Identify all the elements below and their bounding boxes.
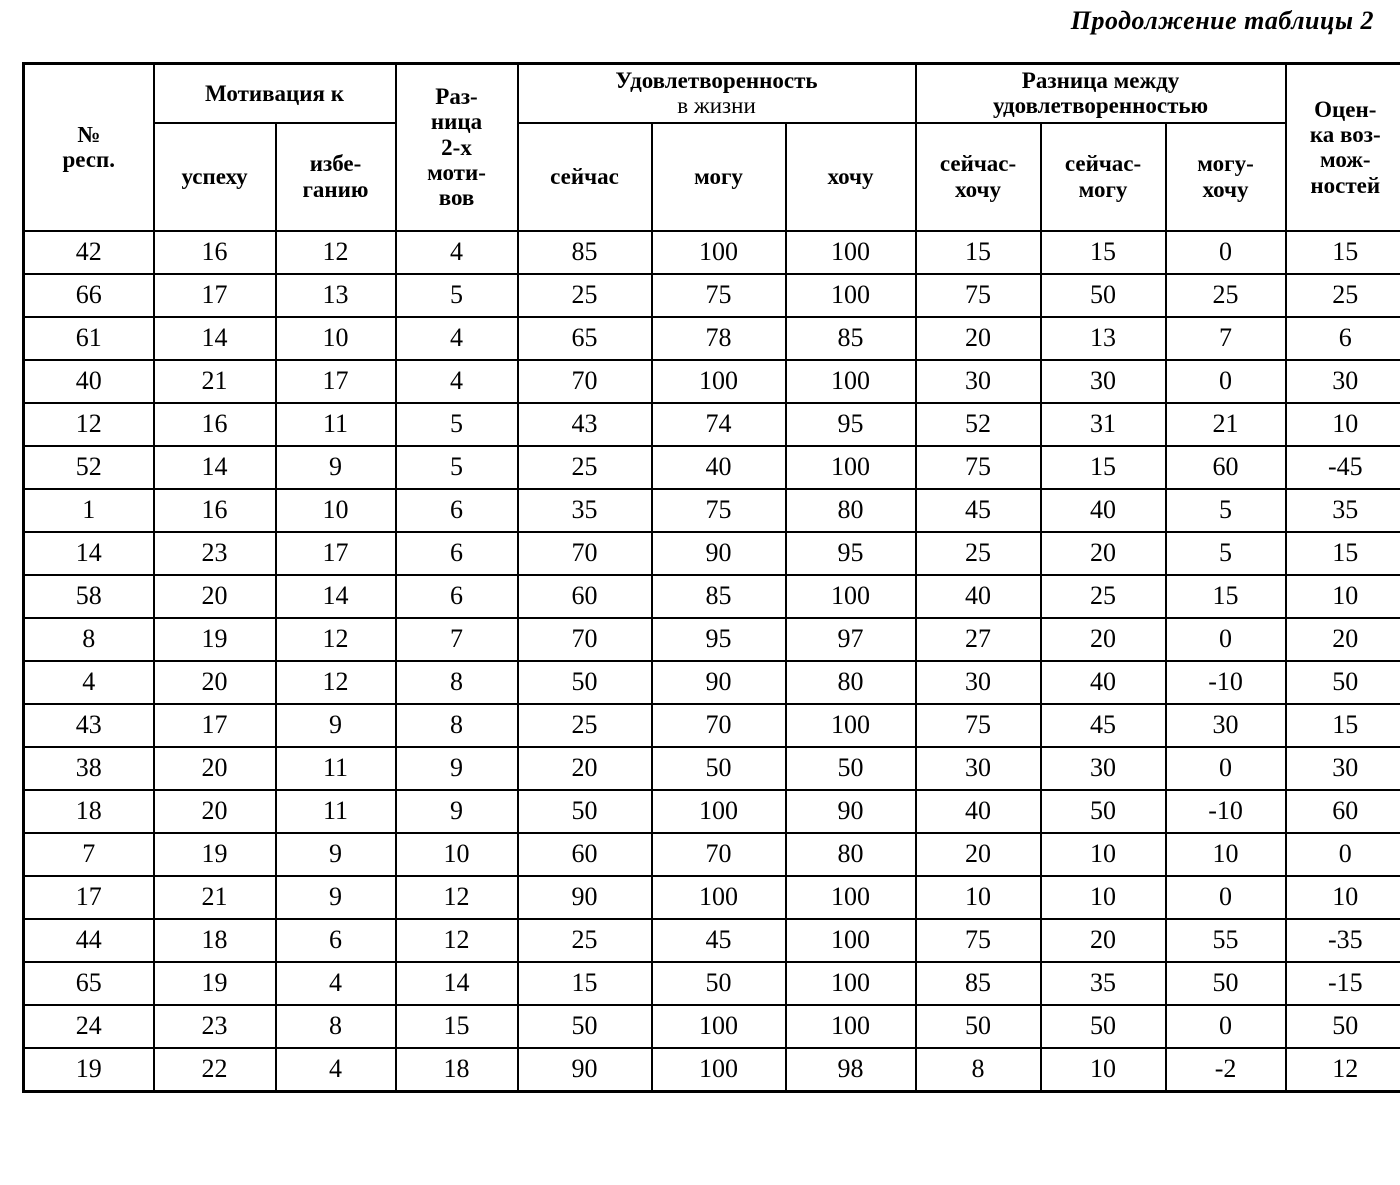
header-avoidance-line2: ганию bbox=[302, 176, 369, 202]
table-cell: 19 bbox=[154, 833, 276, 876]
table-cell: 14 bbox=[396, 962, 518, 1005]
table-cell: -10 bbox=[1166, 661, 1286, 704]
table-cell: 25 bbox=[1286, 274, 1400, 317]
table-cell: 6 bbox=[396, 575, 518, 618]
table-cell: 4 bbox=[276, 1048, 396, 1092]
header-resp-no bbox=[24, 64, 154, 231]
table-cell: 74 bbox=[652, 403, 786, 446]
table-cell: 10 bbox=[1286, 403, 1400, 446]
header-opportunities-line3: мож- bbox=[1319, 147, 1371, 173]
table-cell: 10 bbox=[1041, 833, 1166, 876]
table-cell: -35 bbox=[1286, 919, 1400, 962]
table-cell: 0 bbox=[1166, 747, 1286, 790]
table-cell: 35 bbox=[1041, 962, 1166, 1005]
table-cell: 44 bbox=[24, 919, 154, 962]
table-cell: 45 bbox=[652, 919, 786, 962]
table-row bbox=[24, 274, 1400, 317]
header-motivation: Мотивация к bbox=[154, 64, 396, 123]
header-opportunities-line1: Оцен- bbox=[1314, 96, 1377, 122]
table-cell: 85 bbox=[916, 962, 1041, 1005]
table-cell: 25 bbox=[518, 704, 652, 747]
header-diff2-line4: моти- bbox=[427, 159, 486, 185]
table-cell: 45 bbox=[1041, 704, 1166, 747]
table-row bbox=[24, 747, 1400, 790]
table-cell: 20 bbox=[1041, 532, 1166, 575]
table-cell: 18 bbox=[24, 790, 154, 833]
table-cell: 80 bbox=[786, 489, 916, 532]
table-cell: 75 bbox=[916, 919, 1041, 962]
table-cell: 43 bbox=[518, 403, 652, 446]
table-cell: 12 bbox=[1286, 1048, 1400, 1092]
table-cell: 15 bbox=[1166, 575, 1286, 618]
table-cell: 9 bbox=[276, 446, 396, 489]
table-cell: 100 bbox=[652, 360, 786, 403]
table-cell: 20 bbox=[916, 317, 1041, 360]
table-row bbox=[24, 1005, 1400, 1048]
table-cell: 19 bbox=[154, 618, 276, 661]
table-cell: 75 bbox=[916, 446, 1041, 489]
header-diff-can-want-line2: хочу bbox=[1202, 176, 1249, 202]
table-cell: 20 bbox=[154, 661, 276, 704]
header-satisfaction-line1: Удовлетворенность bbox=[615, 68, 818, 93]
table-continuation-caption: Продолжение таблицы 2 bbox=[1070, 6, 1374, 35]
table-cell: 97 bbox=[786, 618, 916, 661]
table-cell: 10 bbox=[916, 876, 1041, 919]
table-cell: 20 bbox=[518, 747, 652, 790]
table-cell: 0 bbox=[1166, 618, 1286, 661]
table-cell: 35 bbox=[1286, 489, 1400, 532]
table-cell: 11 bbox=[276, 403, 396, 446]
table-cell: 75 bbox=[916, 704, 1041, 747]
table-cell: 50 bbox=[1041, 790, 1166, 833]
table-cell: -15 bbox=[1286, 962, 1400, 1005]
table-cell: 42 bbox=[24, 231, 154, 274]
table-cell: 4 bbox=[396, 317, 518, 360]
table-cell: 17 bbox=[154, 274, 276, 317]
table-cell: -45 bbox=[1286, 446, 1400, 489]
table-row bbox=[24, 231, 1400, 274]
table-cell: 12 bbox=[276, 661, 396, 704]
header-diff-can-want bbox=[1166, 123, 1286, 231]
table-cell: 14 bbox=[154, 317, 276, 360]
table-body bbox=[24, 231, 1400, 1092]
table-cell: 8 bbox=[276, 1005, 396, 1048]
table-cell: 25 bbox=[1166, 274, 1286, 317]
table-cell: 7 bbox=[24, 833, 154, 876]
table-cell: 100 bbox=[786, 274, 916, 317]
table-cell: 40 bbox=[916, 790, 1041, 833]
table-cell: 98 bbox=[786, 1048, 916, 1092]
table-cell: 4 bbox=[396, 360, 518, 403]
table-cell: 19 bbox=[154, 962, 276, 1005]
table-cell: 4 bbox=[396, 231, 518, 274]
header-diff-now-want-line1: сейчас- bbox=[939, 151, 1017, 177]
table-cell: 60 bbox=[1166, 446, 1286, 489]
table-cell: 100 bbox=[786, 962, 916, 1005]
table-cell: 10 bbox=[396, 833, 518, 876]
table-cell: 30 bbox=[916, 661, 1041, 704]
table-cell: 30 bbox=[1041, 747, 1166, 790]
table-cell: 50 bbox=[518, 661, 652, 704]
header-opportunities-line2: ка воз- bbox=[1309, 122, 1381, 147]
table-cell: 43 bbox=[24, 704, 154, 747]
table-cell: 100 bbox=[652, 876, 786, 919]
table-cell: 0 bbox=[1166, 1005, 1286, 1048]
table-cell: 25 bbox=[518, 446, 652, 489]
table-row bbox=[24, 403, 1400, 446]
table-cell: 75 bbox=[916, 274, 1041, 317]
table-cell: 95 bbox=[652, 618, 786, 661]
table-cell: 11 bbox=[276, 747, 396, 790]
table-cell: 75 bbox=[652, 274, 786, 317]
table-cell: 9 bbox=[276, 876, 396, 919]
header-diff-now-want bbox=[916, 123, 1041, 231]
table-cell: 58 bbox=[24, 575, 154, 618]
table-cell: 66 bbox=[24, 274, 154, 317]
header-diffsat-line2: удовлетворенностью bbox=[992, 93, 1209, 119]
table-row bbox=[24, 790, 1400, 833]
table-cell: 18 bbox=[396, 1048, 518, 1092]
table-cell: 100 bbox=[786, 704, 916, 747]
table-cell: 9 bbox=[396, 747, 518, 790]
header-row-subs bbox=[24, 123, 1400, 231]
header-resp-no-line1: № bbox=[77, 122, 101, 147]
table-cell: 60 bbox=[1286, 790, 1400, 833]
table-cell: 25 bbox=[916, 532, 1041, 575]
table-cell: 16 bbox=[154, 403, 276, 446]
header-satisfaction bbox=[518, 64, 916, 123]
header-opportunities bbox=[1286, 64, 1400, 231]
table-cell: 5 bbox=[396, 446, 518, 489]
table-cell: 12 bbox=[396, 876, 518, 919]
table-cell: 5 bbox=[396, 274, 518, 317]
header-row-groups bbox=[24, 64, 1400, 123]
table-cell: 100 bbox=[652, 790, 786, 833]
table-cell: 8 bbox=[916, 1048, 1041, 1092]
header-sat-want: хочу bbox=[786, 123, 916, 231]
table-cell: 1 bbox=[24, 489, 154, 532]
table-cell: 0 bbox=[1286, 833, 1400, 876]
table-cell: 70 bbox=[652, 833, 786, 876]
table-row bbox=[24, 1048, 1400, 1092]
table-cell: 95 bbox=[786, 403, 916, 446]
table-row bbox=[24, 532, 1400, 575]
header-difference-satisfaction bbox=[916, 64, 1286, 123]
table-cell: 85 bbox=[786, 317, 916, 360]
table-cell: 50 bbox=[518, 790, 652, 833]
table-cell: 24 bbox=[24, 1005, 154, 1048]
table-cell: 6 bbox=[396, 489, 518, 532]
table-cell: 70 bbox=[518, 532, 652, 575]
table-cell: 61 bbox=[24, 317, 154, 360]
table-cell: 12 bbox=[396, 919, 518, 962]
table-cell: 16 bbox=[154, 231, 276, 274]
table-cell: 70 bbox=[652, 704, 786, 747]
table-cell: 13 bbox=[1041, 317, 1166, 360]
header-diffsat-line1: Разница между bbox=[1021, 68, 1180, 93]
table-row bbox=[24, 446, 1400, 489]
table-cell: 8 bbox=[396, 661, 518, 704]
table-cell: 20 bbox=[1286, 618, 1400, 661]
table-cell: 18 bbox=[154, 919, 276, 962]
table-cell: 78 bbox=[652, 317, 786, 360]
table-cell: 31 bbox=[1041, 403, 1166, 446]
header-difference-two-motives bbox=[396, 64, 518, 231]
table-cell: 13 bbox=[276, 274, 396, 317]
table-row bbox=[24, 317, 1400, 360]
table-cell: 11 bbox=[276, 790, 396, 833]
table-cell: 50 bbox=[1286, 661, 1400, 704]
table-cell: 20 bbox=[154, 575, 276, 618]
table-cell: 25 bbox=[518, 274, 652, 317]
header-diff2-line3: 2-х bbox=[441, 134, 472, 160]
table-cell: 8 bbox=[24, 618, 154, 661]
table-cell: 4 bbox=[276, 962, 396, 1005]
table-cell: 70 bbox=[518, 618, 652, 661]
table-row bbox=[24, 575, 1400, 618]
table-cell: 20 bbox=[1041, 919, 1166, 962]
table-cell: 100 bbox=[652, 231, 786, 274]
table-cell: 100 bbox=[786, 876, 916, 919]
table-cell: 12 bbox=[24, 403, 154, 446]
table-cell: 50 bbox=[1041, 274, 1166, 317]
table-cell: 40 bbox=[916, 575, 1041, 618]
table-cell: 40 bbox=[1041, 661, 1166, 704]
table-cell: 30 bbox=[916, 747, 1041, 790]
header-diff2-line1: Раз- bbox=[435, 84, 478, 110]
table-cell: 21 bbox=[154, 876, 276, 919]
table-cell: 40 bbox=[652, 446, 786, 489]
table-cell: 0 bbox=[1166, 231, 1286, 274]
table-cell: 50 bbox=[518, 1005, 652, 1048]
table-cell: 25 bbox=[518, 919, 652, 962]
table-cell: 100 bbox=[786, 446, 916, 489]
table-cell: 25 bbox=[1041, 575, 1166, 618]
table-row bbox=[24, 661, 1400, 704]
table-cell: 85 bbox=[518, 231, 652, 274]
table-cell: 52 bbox=[916, 403, 1041, 446]
header-diff-now-can-line2: могу bbox=[1078, 176, 1128, 202]
table-cell: 10 bbox=[1041, 1048, 1166, 1092]
table-cell: 16 bbox=[154, 489, 276, 532]
table-cell: 90 bbox=[518, 876, 652, 919]
table-cell: 45 bbox=[916, 489, 1041, 532]
table-cell: 35 bbox=[518, 489, 652, 532]
table-cell: 17 bbox=[276, 360, 396, 403]
table-cell: 30 bbox=[1166, 704, 1286, 747]
table-cell: 12 bbox=[276, 618, 396, 661]
table-cell: 10 bbox=[1286, 575, 1400, 618]
table-cell: 9 bbox=[276, 833, 396, 876]
table-cell: 15 bbox=[396, 1005, 518, 1048]
table-cell: 10 bbox=[1041, 876, 1166, 919]
header-sat-can: могу bbox=[652, 123, 786, 231]
table-cell: 100 bbox=[786, 919, 916, 962]
header-opportunities-line4: ностей bbox=[1310, 172, 1381, 198]
table-cell: 5 bbox=[1166, 532, 1286, 575]
table-cell: 17 bbox=[154, 704, 276, 747]
table-cell: 15 bbox=[1286, 532, 1400, 575]
table-cell: 12 bbox=[276, 231, 396, 274]
table-cell: 23 bbox=[154, 1005, 276, 1048]
table-cell: 10 bbox=[1286, 876, 1400, 919]
table-row bbox=[24, 833, 1400, 876]
table-cell: 95 bbox=[786, 532, 916, 575]
table-cell: 27 bbox=[916, 618, 1041, 661]
table-cell: 90 bbox=[652, 661, 786, 704]
table-cell: 50 bbox=[1286, 1005, 1400, 1048]
data-table bbox=[22, 62, 1400, 1093]
table-cell: 15 bbox=[1041, 446, 1166, 489]
table-cell: 14 bbox=[24, 532, 154, 575]
table-cell: 4 bbox=[24, 661, 154, 704]
table-cell: 60 bbox=[518, 575, 652, 618]
table-cell: 6 bbox=[276, 919, 396, 962]
table-cell: 9 bbox=[276, 704, 396, 747]
table-cell: 75 bbox=[652, 489, 786, 532]
table-cell: 5 bbox=[1166, 489, 1286, 532]
table-cell: 5 bbox=[396, 403, 518, 446]
header-diff-now-can bbox=[1041, 123, 1166, 231]
table-cell: 100 bbox=[786, 231, 916, 274]
table-cell: 50 bbox=[916, 1005, 1041, 1048]
table-header bbox=[24, 64, 1400, 231]
table-cell: 65 bbox=[24, 962, 154, 1005]
table-cell: -2 bbox=[1166, 1048, 1286, 1092]
table-row bbox=[24, 360, 1400, 403]
table-cell: 17 bbox=[24, 876, 154, 919]
table-cell: 6 bbox=[1286, 317, 1400, 360]
table-cell: 15 bbox=[1041, 231, 1166, 274]
table-row bbox=[24, 489, 1400, 532]
table-cell: 50 bbox=[652, 747, 786, 790]
table-cell: 100 bbox=[786, 575, 916, 618]
table-cell: 52 bbox=[24, 446, 154, 489]
table-cell: 90 bbox=[652, 532, 786, 575]
data-table-container bbox=[22, 62, 1380, 1093]
table-cell: 55 bbox=[1166, 919, 1286, 962]
table-cell: 15 bbox=[518, 962, 652, 1005]
table-cell: 80 bbox=[786, 833, 916, 876]
table-cell: 30 bbox=[1286, 360, 1400, 403]
table-cell: 30 bbox=[1041, 360, 1166, 403]
table-cell: 14 bbox=[154, 446, 276, 489]
table-cell: 40 bbox=[1041, 489, 1166, 532]
table-cell: 10 bbox=[276, 489, 396, 532]
header-avoidance-line1: избе- bbox=[309, 151, 362, 177]
table-cell: 7 bbox=[396, 618, 518, 661]
table-cell: 6 bbox=[396, 532, 518, 575]
table-row bbox=[24, 618, 1400, 661]
table-cell: 30 bbox=[1286, 747, 1400, 790]
table-cell: 30 bbox=[916, 360, 1041, 403]
table-cell: 22 bbox=[154, 1048, 276, 1092]
header-satisfaction-line2: в жизни bbox=[677, 93, 756, 119]
table-cell: 20 bbox=[154, 747, 276, 790]
table-cell: 100 bbox=[786, 360, 916, 403]
table-cell: 50 bbox=[1166, 962, 1286, 1005]
table-cell: 21 bbox=[154, 360, 276, 403]
header-sat-now: сейчас bbox=[518, 123, 652, 231]
table-cell: 9 bbox=[396, 790, 518, 833]
table-cell: 20 bbox=[1041, 618, 1166, 661]
table-cell: 65 bbox=[518, 317, 652, 360]
table-cell: 0 bbox=[1166, 876, 1286, 919]
table-cell: 50 bbox=[1041, 1005, 1166, 1048]
table-cell: 100 bbox=[786, 1005, 916, 1048]
table-cell: 21 bbox=[1166, 403, 1286, 446]
table-row bbox=[24, 962, 1400, 1005]
table-cell: 60 bbox=[518, 833, 652, 876]
table-cell: 50 bbox=[786, 747, 916, 790]
table-cell: 50 bbox=[652, 962, 786, 1005]
table-cell: 0 bbox=[1166, 360, 1286, 403]
table-row bbox=[24, 704, 1400, 747]
table-cell: 10 bbox=[276, 317, 396, 360]
header-diff2-line2: ница bbox=[430, 109, 483, 135]
table-cell: 14 bbox=[276, 575, 396, 618]
table-row bbox=[24, 919, 1400, 962]
header-diff-now-want-line2: хочу bbox=[955, 176, 1002, 202]
table-cell: 90 bbox=[518, 1048, 652, 1092]
table-cell: 40 bbox=[24, 360, 154, 403]
header-diff-can-want-line1: могу- bbox=[1197, 151, 1254, 177]
table-cell: 100 bbox=[652, 1005, 786, 1048]
table-cell: 20 bbox=[154, 790, 276, 833]
table-cell: 10 bbox=[1166, 833, 1286, 876]
table-cell: 85 bbox=[652, 575, 786, 618]
table-cell: 15 bbox=[1286, 704, 1400, 747]
header-success: успеху bbox=[154, 123, 276, 231]
table-cell: 38 bbox=[24, 747, 154, 790]
header-diff2-line5: вов bbox=[438, 185, 475, 211]
table-cell: -10 bbox=[1166, 790, 1286, 833]
table-cell: 70 bbox=[518, 360, 652, 403]
header-diff-now-can-line1: сейчас- bbox=[1064, 151, 1142, 177]
table-cell: 90 bbox=[786, 790, 916, 833]
table-cell: 100 bbox=[652, 1048, 786, 1092]
header-avoidance bbox=[276, 123, 396, 231]
header-resp-no-line2: респ. bbox=[62, 147, 115, 173]
table-cell: 8 bbox=[396, 704, 518, 747]
table-cell: 19 bbox=[24, 1048, 154, 1092]
table-cell: 7 bbox=[1166, 317, 1286, 360]
table-cell: 15 bbox=[1286, 231, 1400, 274]
table-cell: 80 bbox=[786, 661, 916, 704]
table-row bbox=[24, 876, 1400, 919]
table-cell: 23 bbox=[154, 532, 276, 575]
table-cell: 17 bbox=[276, 532, 396, 575]
table-cell: 15 bbox=[916, 231, 1041, 274]
table-cell: 20 bbox=[916, 833, 1041, 876]
